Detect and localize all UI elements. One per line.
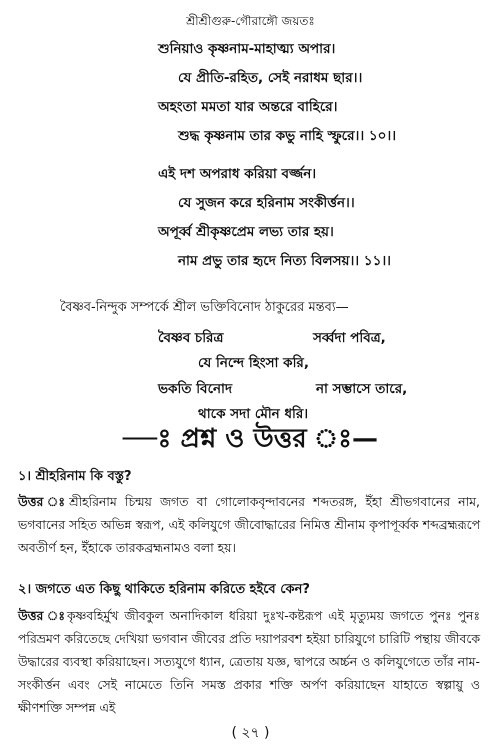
- couplet-line: যে নিন্দে হিংসা করি,: [198, 355, 309, 371]
- verse-line: যে প্রীতি-রহিত, সেই নরাধম ছার।।: [178, 70, 363, 86]
- section-title: —ঃ প্রশ্ন ও উত্তর ঃ—: [122, 424, 379, 454]
- verse-line: শুদ্ধ কৃষ্ণনাম তার কভু নাহি স্ফুরে।। ১০।।: [178, 128, 397, 144]
- couplet-line: সর্ব্বদা পবিত্র,: [313, 330, 386, 346]
- answer-label: উত্তর ঃ: [18, 608, 67, 623]
- answer-1: [18, 490, 480, 559]
- verse-line: অপূর্ব্ব শ্রীকৃষ্ণপ্রেম লভ্য তার হয়।: [158, 224, 334, 240]
- answer-text: কৃষ্ণবহির্মুখ জীবকুল অনাদিকাল ধরিয়া দুঃখ-কষ্টরূপ এই মৃত্যুময় জগতে পুনঃ পুনঃ পরিভ্রমণ করিতেছে দেখিয়া ভগবান জীবের প্রতি দয়াপরবশ হইয়া চারিযুগে চারিটি পন্থায় জীবকে উদ্ধারের ব্যবস্থা করিয়াছেন। সত্যযুগে ধ্যান, ত্রেতায় যজ্ঞ, দ্বাপরে অর্চ্চন ও কলিযুগেতে তাঁর নাম-সংকীর্ত্তন এবং সেই নামেতে তিনি সমস্ত প্রকার শক্তি অর্পণ করিয়াছেন যাহাতে স্বল্পায়ু ও ক্ষীণশক্তি সম্পন্ন এই: [18, 608, 481, 715]
- answer-label: উত্তর ঃ: [18, 494, 70, 509]
- couplet-line: বৈষ্ণব চরিত্র: [158, 330, 224, 346]
- verse-line: অহংতা মমতা যার অন্তরে বাহিরে।: [158, 99, 338, 115]
- question-1: ১। শ্রীহরিনাম কি বস্তু?: [18, 469, 132, 484]
- couplet-line: ভকতি বিনোদ: [158, 381, 233, 397]
- verse-line: শুনিয়াও কৃষ্ণনাম-মাহাত্ম্য অপার।: [158, 41, 336, 57]
- answer-2: [18, 604, 480, 719]
- couplet-line: থাকে সদা মৌন ধরি।: [198, 406, 309, 422]
- question-2: ২। জগতে এত কিছু থাকিতে হরিনাম করিতে হইবে কেন?: [18, 582, 310, 597]
- page-header: শ্রীশ্রীগুরু-গৌরাঙ্গৌ জয়তঃ: [186, 14, 315, 28]
- verse-line: যে সুজন করে হরিনাম সংকীর্ত্তন।।: [178, 195, 355, 211]
- verse-line: এই দশ অপরাধ করিয়া বর্জ্জন।: [158, 166, 317, 182]
- verse-line: নাম প্রভু তার হৃদে নিত্য বিলসয়।। ১১।।: [178, 253, 391, 269]
- page-number: ( ২৭ ): [231, 725, 270, 741]
- intro-line: বৈষ্ণব-নিন্দুক সম্পর্কে শ্রীল ভক্তিবিনোদ ঠাকুরের মন্তব্য—: [60, 300, 349, 315]
- answer-text: শ্রীহরিনাম চিন্ময় জগত বা গোলোকবৃন্দাবনের শব্দতরঙ্গ, ইঁহা শ্রীভগবানের নাম, ভগবানের সহিত অভিন্ন স্বরূপ, এই কলিযুগে জীবোদ্ধারের নিমিত্ত শ্রীনাম কৃপাপূর্ব্বক শব্দব্রহ্মরূপে অবতীর্ণ হন, ইঁহাকে তারকব্রহ্মনামও বলা হয়।: [18, 494, 480, 555]
- couplet-line: না সম্ভাসে তারে,: [316, 381, 408, 397]
